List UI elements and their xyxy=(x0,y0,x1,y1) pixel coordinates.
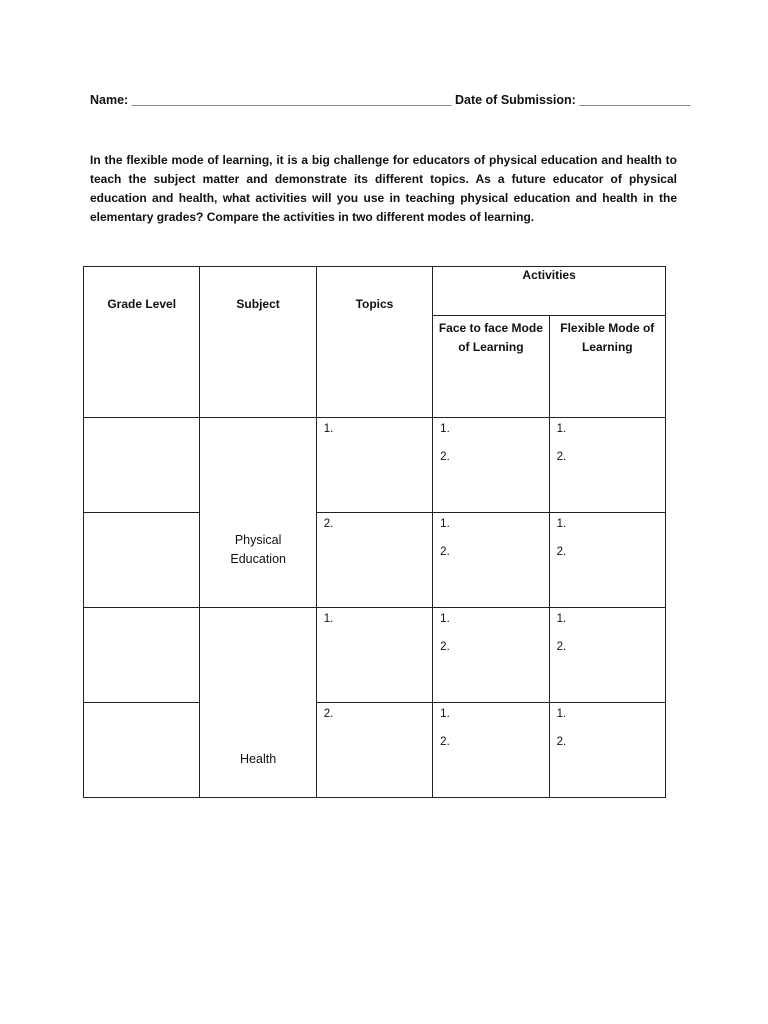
header-line xyxy=(90,93,690,107)
grade-level-cell[interactable] xyxy=(84,703,200,798)
subject-label: Physical Education xyxy=(230,533,286,566)
name-label: Name: xyxy=(90,93,129,107)
f2f-cell[interactable] xyxy=(433,608,549,703)
header-face-to-face: Face to face Mode of Learning xyxy=(433,316,549,418)
topic-cell[interactable] xyxy=(316,418,432,513)
f2f-cell[interactable] xyxy=(433,703,549,798)
flex-cell[interactable] xyxy=(549,608,665,703)
grade-level-cell[interactable] xyxy=(84,418,200,513)
activity-number: 1. xyxy=(556,613,567,625)
activity-number: 1. xyxy=(440,613,450,625)
table-row xyxy=(84,703,666,798)
activities-table xyxy=(83,266,666,798)
topic-number: 1. xyxy=(323,613,334,625)
subject-cell-health xyxy=(200,608,316,798)
header-subject: Subject xyxy=(200,267,316,418)
header-grade-level: Grade Level xyxy=(84,267,200,418)
instructions-paragraph: In the flexible mode of learning, it is a big challenge for educators of physical education and health to teach the subject matter and demonstrate its different topics. As a future educator of physical education and health, what activities will you use in teaching physical education and health in the elementary grades? Compare the activities in two different modes of learning. xyxy=(90,153,677,224)
grade-level-cell[interactable] xyxy=(84,608,200,703)
date-blank[interactable]: ________________ xyxy=(579,93,691,107)
table-row xyxy=(84,513,666,608)
flex-cell[interactable] xyxy=(549,418,665,513)
activity-number: 1. xyxy=(556,423,567,435)
activity-number: 2. xyxy=(556,736,567,748)
topic-number: 2. xyxy=(323,708,334,720)
grade-level-cell[interactable] xyxy=(84,513,200,608)
subject-label: Health xyxy=(240,752,277,766)
table-row xyxy=(84,418,666,513)
header-activities: Activities xyxy=(433,267,666,316)
activity-number: 2. xyxy=(440,641,450,653)
topic-number: 1. xyxy=(323,423,334,435)
subject-cell-pe xyxy=(200,418,316,608)
table-row xyxy=(84,608,666,703)
topic-number: 2. xyxy=(323,518,334,530)
activity-number: 1. xyxy=(440,423,450,435)
activity-number: 2. xyxy=(440,546,450,558)
topic-cell[interactable] xyxy=(316,513,432,608)
f2f-cell[interactable] xyxy=(433,418,549,513)
header-topics: Topics xyxy=(316,267,432,418)
activity-number: 2. xyxy=(556,451,567,463)
activity-number: 1. xyxy=(556,518,567,530)
topic-cell[interactable] xyxy=(316,608,432,703)
topic-cell[interactable] xyxy=(316,703,432,798)
header-flexible: Flexible Mode of Learning xyxy=(549,316,665,418)
flex-cell[interactable] xyxy=(549,703,665,798)
f2f-cell[interactable] xyxy=(433,513,549,608)
activity-number: 2. xyxy=(440,451,450,463)
activity-number: 1. xyxy=(556,708,567,720)
activity-number: 1. xyxy=(440,708,450,720)
activity-number: 2. xyxy=(556,546,567,558)
activity-number: 2. xyxy=(556,641,567,653)
activity-number: 1. xyxy=(440,518,450,530)
date-label: Date of Submission: xyxy=(454,93,576,107)
flex-cell[interactable] xyxy=(549,513,665,608)
name-blank[interactable]: ______________________________________________ xyxy=(131,93,452,107)
activity-number: 2. xyxy=(440,736,450,748)
